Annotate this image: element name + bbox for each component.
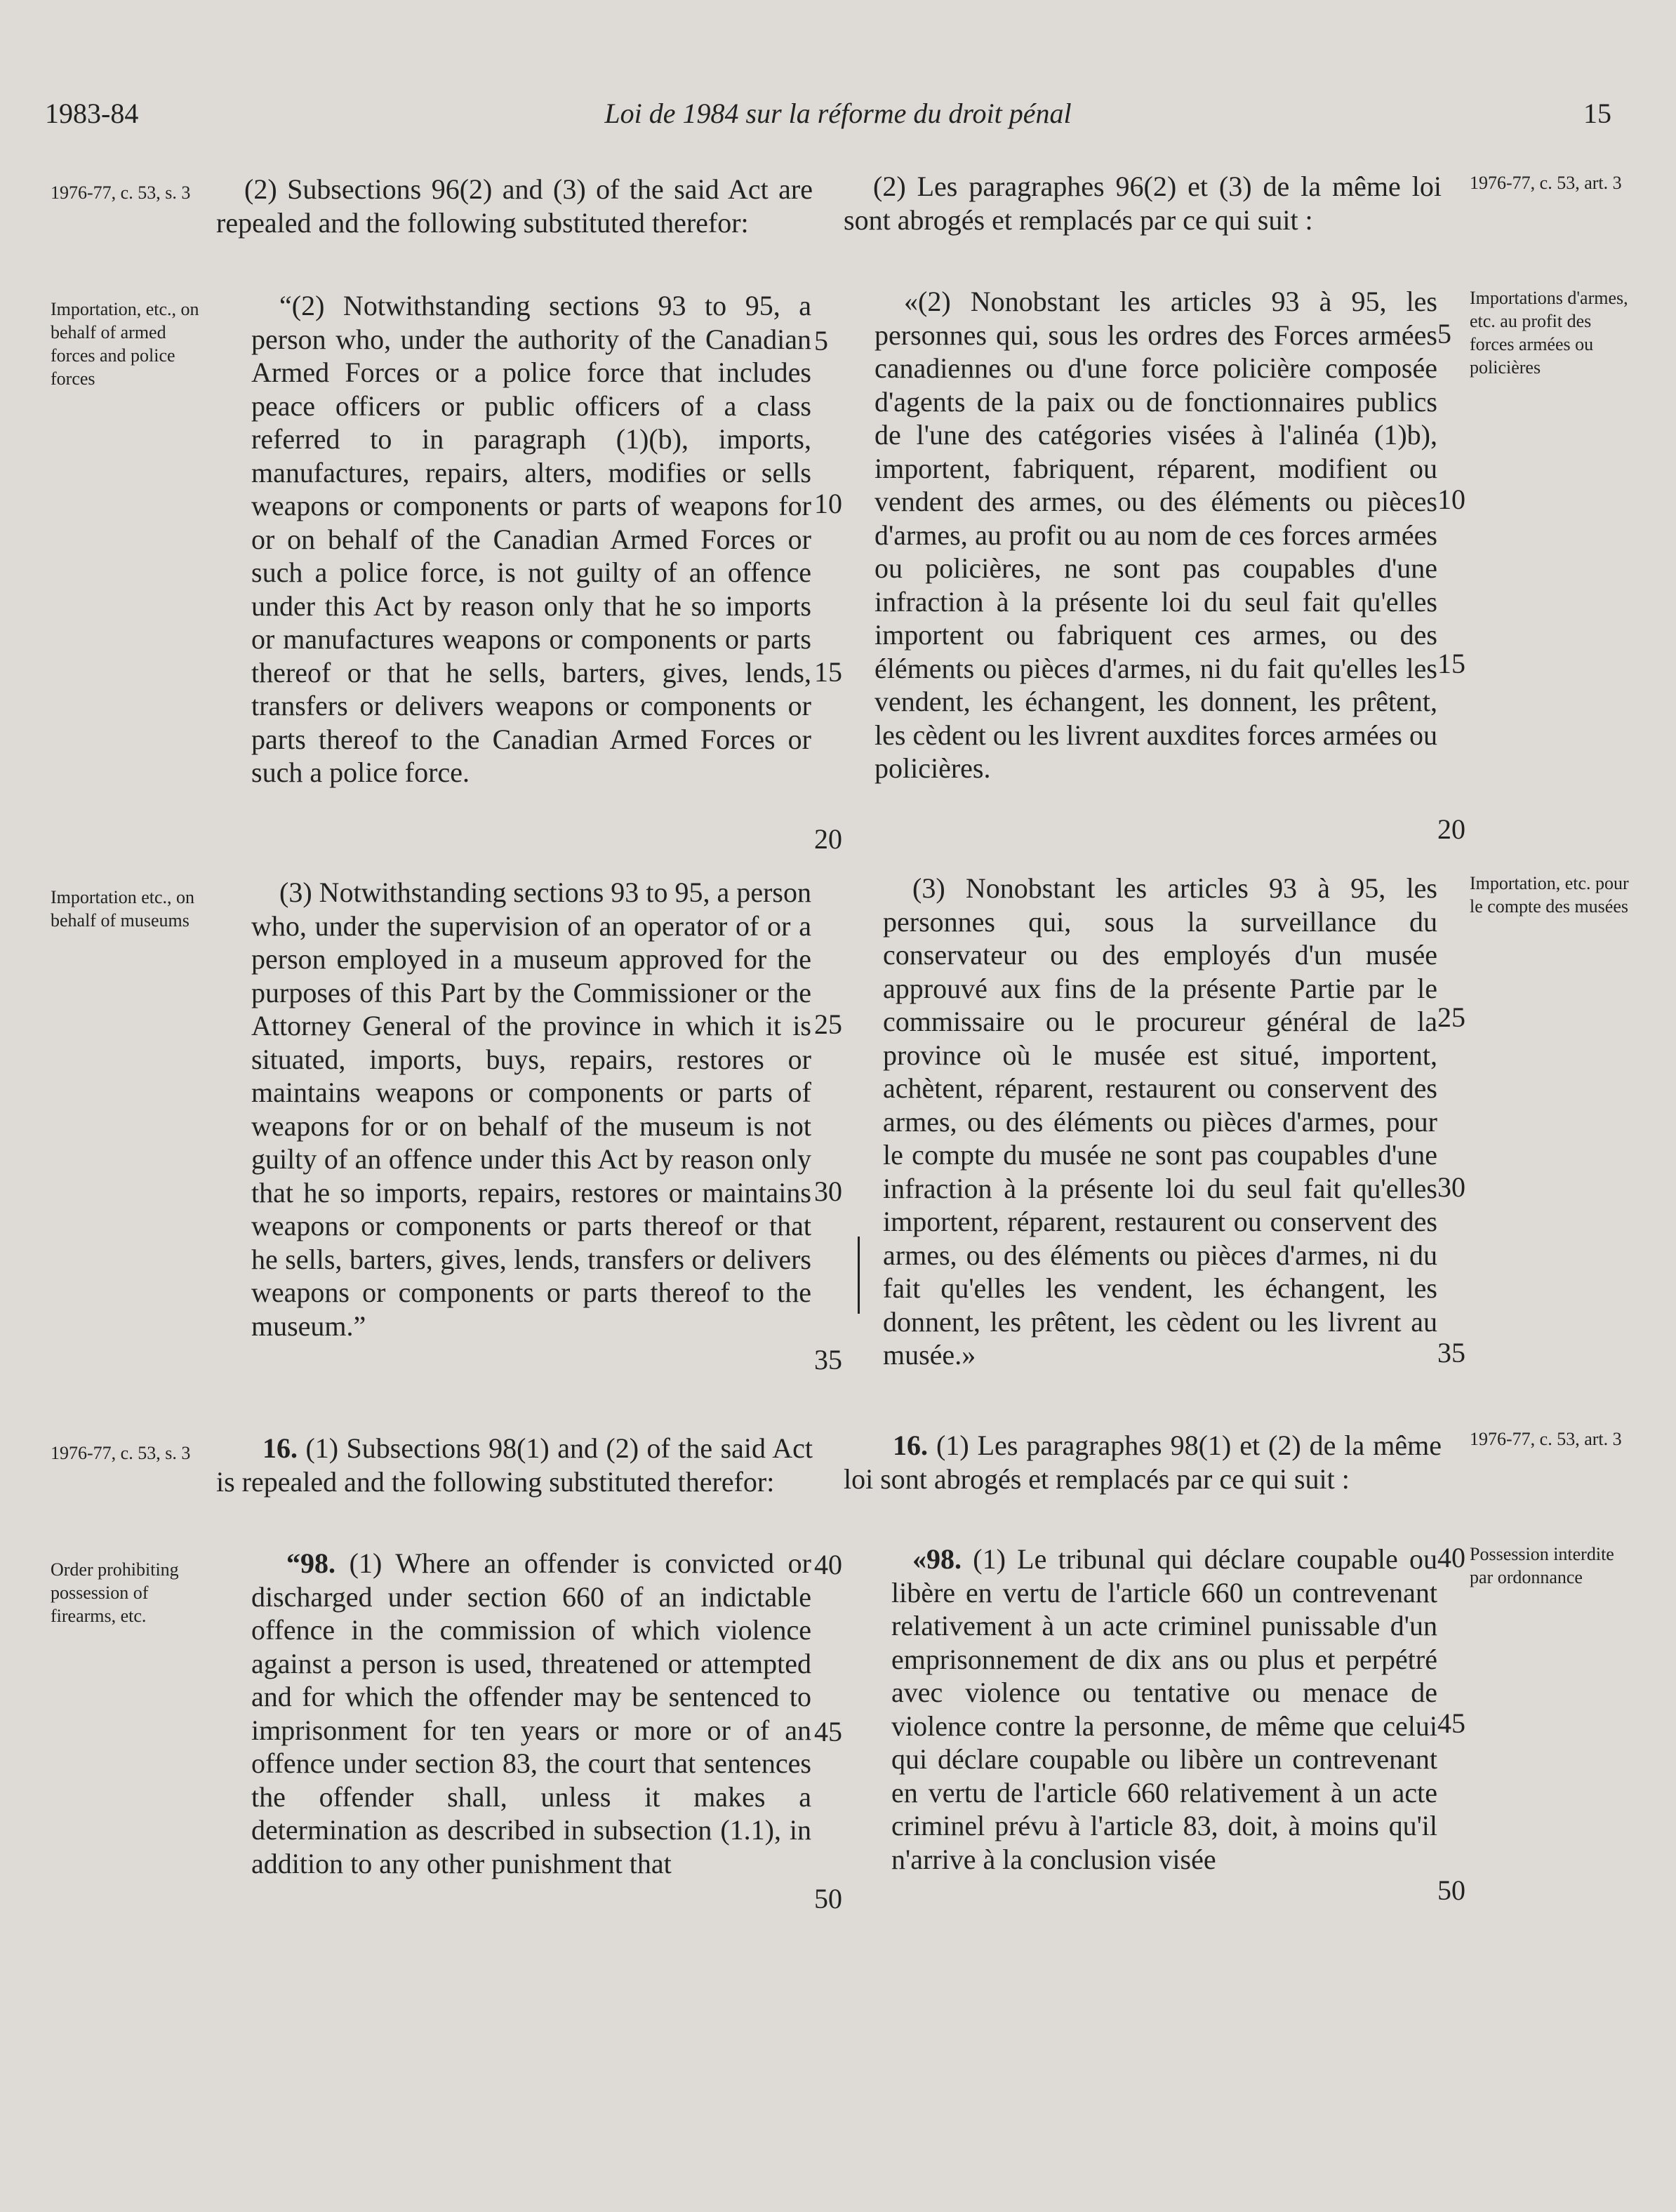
margin-note-left: 1976-77, c. 53, s. 3: [51, 182, 191, 203]
line-number: 5: [814, 325, 828, 357]
line-number: 40: [1437, 1542, 1465, 1573]
margin-note-right: Importation, etc. pour le compte des musées: [1470, 873, 1629, 917]
english-section: [251, 1547, 811, 1880]
header-year: 1983-84: [45, 98, 139, 129]
line-number: 10: [1437, 484, 1465, 515]
line-number: 15: [814, 656, 842, 688]
section-text: (1) Les paragraphes 98(1) et (2) de la même loi sont abrogés et remplacés par ce qui suit :: [844, 1430, 1442, 1495]
line-number: 15: [1437, 648, 1465, 679]
line-number: 30: [814, 1175, 842, 1207]
margin-note-right: 1976-77, c. 53, art. 3: [1470, 173, 1622, 193]
line-number: 20: [814, 823, 842, 855]
line-number: 35: [1437, 1337, 1465, 1368]
line-number: 40: [814, 1549, 842, 1580]
line-number: 25: [1437, 1001, 1465, 1033]
section-number: “98.: [286, 1547, 335, 1579]
section-text: (1) Le tribunal qui déclare coupable ou libère en vertu de l'article 660 un contrevenant relativement à un acte criminel punissable d'un emprisonnement de dix ans ou plus et perpétré avec violence ou tentative ou menace de violence contre la personne, de même que celui qui déclare coupable ou libère un contrevenant en vertu de l'article 660 relativement à un acte criminel prévu à l'article 83, doit, à moins qu'il n'arrive à la conclusion visée: [891, 1543, 1437, 1875]
line-number: 45: [1437, 1707, 1465, 1739]
english-paragraph: (2) Subsections 96(2) and (3) of the said Act are repealed and the following substituted therefor:: [216, 173, 813, 239]
french-section: [891, 1543, 1437, 1876]
line-number: 30: [1437, 1171, 1465, 1203]
line-number: 10: [814, 488, 842, 519]
header-title: Loi de 1984 sur la réforme du droit pénal: [604, 98, 1072, 129]
english-section: [216, 1432, 813, 1498]
section-number: 16.: [893, 1430, 928, 1461]
french-paragraph: (3) Nonobstant les articles 93 à 95, les personnes qui, sous la surveillance du conservateur ou des employés d'un musée approuvé aux fins de la présente Partie par le commissaire ou le procureur général de la province où le musée est situé, importent, achètent, réparent, restaurent ou conservent des armes, ou des éléments ou pièces d'armes, pour le compte du musée ne sont pas coupables d'une infraction à la présente loi du seul fait qu'elles importent, réparent, restaurent ou conservent des armes, ou des éléments ou pièces d'armes, ni du fait qu'elles les vendent, les échangent, les donnent, les prêtent, les cèdent ou les livrent au musée.»: [883, 872, 1437, 1371]
margin-note-left: Importation etc., on behalf of museums: [51, 887, 195, 931]
french-paragraph: (2) Les paragraphes 96(2) et (3) de la même loi sont abrogés et remplacés par ce qui suit :: [844, 171, 1442, 236]
line-number: 25: [814, 1008, 842, 1040]
margin-note-right: Importations d'armes, etc. au profit des forces armées ou policières: [1470, 288, 1628, 378]
english-paragraph: (3) Notwithstanding sections 93 to 95, a person who, under the supervision of an operator of or a person employed in a museum approved for the purposes of this Part by the Commissioner or the Attorney General of the province in which it is situated, imports, buys, repairs, restores or maintains weapons or components or parts of weapons for or on behalf of the museum is not guilty of an offence under this Act by reason only that he so imports, repairs, restores or maintains weapons or components or parts thereof or that he sells, barters, gives, lends, transfers or delivers weapons or components or parts thereof to the museum.”: [251, 877, 811, 1342]
line-number: 50: [814, 1883, 842, 1914]
french-section: [844, 1429, 1442, 1495]
margin-note-left: Order prohibiting possession of firearms, etc.: [51, 1559, 179, 1626]
margin-note-left: 1976-77, c. 53, s. 3: [51, 1443, 191, 1463]
line-number: 5: [1437, 318, 1451, 349]
line-number: 45: [814, 1716, 842, 1747]
line-number: 35: [814, 1344, 842, 1375]
english-paragraph: “(2) Notwithstanding sections 93 to 95, a person who, under the authority of the Canadian Armed Forces or a police force that includes peace officers or public officers of a class referred to in paragraph (1)(b), imports, manufactures, repairs, alters, modifies or sells weapons or components or parts of weapons for or on behalf of the Canadian Armed Forces or such a police force, is not guilty of an offence under this Act by reason only that he so imports or manufactures weapons or components or parts thereof or that he sells, barters, gives, lends, transfers or delivers weapons or components or parts thereof to the Canadian Armed Forces or such a police force.: [251, 290, 811, 788]
margin-note-left: Importation, etc., on behalf of armed forces and police forces: [51, 299, 199, 389]
line-number: 20: [1437, 813, 1465, 845]
french-paragraph: «(2) Nonobstant les articles 93 à 95, les personnes qui, sous les ordres des Forces armées canadiennes ou d'une force policière composée d'agents de la paix ou de fonctionnaires publics de l'une des catégories visées à l'alinéa (1)b), importent, fabriquent, réparent, modifient ou vendent des armes, ou des éléments ou pièces d'armes, au profit ou au nom de ces forces armées ou policières, ne sont pas coupables d'une infraction à la présente loi du seul fait qu'elles importent ou fabriquent ces armes, ou des éléments ou pièces d'armes, ni du fait qu'elles les vendent, les échangent, les donnent, les prêtent, les cèdent ou les livrent auxdites forces armées ou policières.: [874, 286, 1437, 784]
line-number: 50: [1437, 1874, 1465, 1906]
change-bar: [858, 1237, 860, 1314]
margin-note-right: 1976-77, c. 53, art. 3: [1470, 1429, 1622, 1449]
margin-note-right: Possession interdite par ordonnance: [1470, 1544, 1614, 1587]
section-text: (1) Where an offender is convicted or discharged under section 660 of an indictable offence in the commission of which violence against a person is used, threatened or attempted and for which the offender may be sentenced to imprisonment for ten years or more or of an offence under section 83, the court that sentences the offender shall, unless it makes a determination as described in subsection (1.1), in addition to any other punishment that: [251, 1547, 812, 1879]
section-number: «98.: [912, 1543, 962, 1575]
page-number: 15: [1583, 98, 1611, 129]
section-number: 16.: [262, 1432, 298, 1464]
section-text: (1) Subsections 98(1) and (2) of the said Act is repealed and the following substituted therefor:: [216, 1432, 813, 1498]
